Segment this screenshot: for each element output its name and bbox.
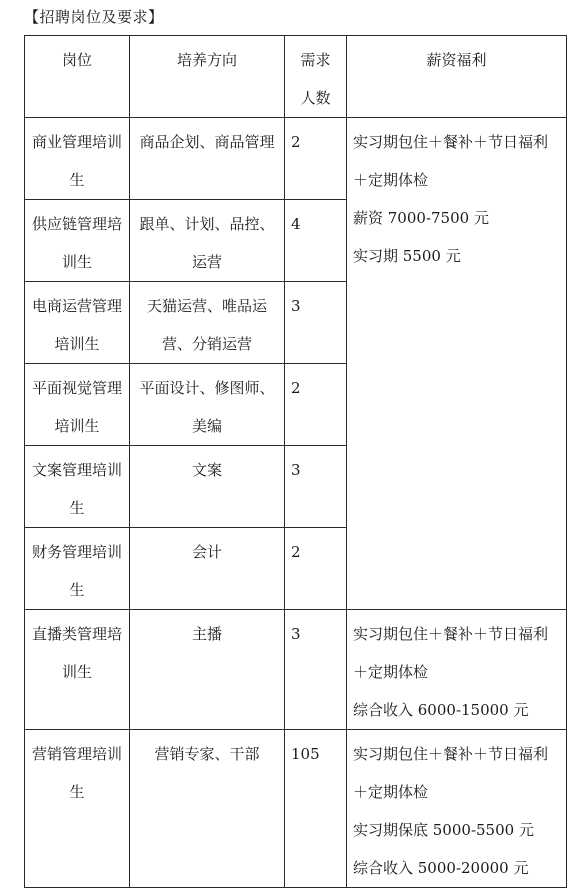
benefits-cell (347, 118, 567, 610)
direction-cell: 会计 (130, 528, 285, 610)
count-cell: 105 (285, 730, 347, 888)
position-cell: 营销管理培训生 (25, 730, 130, 888)
benefit-line: 实习期包住＋餐补＋节日福利＋定期体检 (353, 745, 549, 801)
header-count-line2: 人数 (300, 89, 331, 107)
position-cell: 直播类管理培训生 (25, 610, 130, 730)
benefit-line: 薪资 7000-7500 元 (353, 209, 489, 227)
benefit-line: 实习期保底 5000-5500 元 (353, 821, 534, 839)
table-row (25, 730, 567, 888)
recruitment-table (24, 35, 567, 888)
header-direction: 培养方向 (130, 36, 285, 118)
benefit-line: 实习期包住＋餐补＋节日福利＋定期体检 (353, 625, 549, 681)
benefit-line: 实习期 5500 元 (353, 247, 461, 265)
direction-cell: 跟单、计划、品控、运营 (130, 200, 285, 282)
benefit-line: 实习期包住＋餐补＋节日福利＋定期体检 (353, 133, 549, 189)
position-cell: 商业管理培训生 (25, 118, 130, 200)
direction-cell: 商品企划、商品管理 (130, 118, 285, 200)
position-cell: 平面视觉管理培训生 (25, 364, 130, 446)
section-heading: 【招聘岗位及要求】 (24, 8, 164, 26)
count-cell: 2 (285, 364, 347, 446)
table-row (25, 118, 567, 200)
position-cell: 文案管理培训生 (25, 446, 130, 528)
benefit-line: 综合收入 5000-20000 元 (353, 859, 529, 877)
position-cell: 财务管理培训生 (25, 528, 130, 610)
header-count-line1: 需求 (300, 51, 331, 69)
direction-cell: 文案 (130, 446, 285, 528)
count-cell: 3 (285, 610, 347, 730)
benefits-cell (347, 730, 567, 888)
table-row (25, 610, 567, 730)
count-cell: 2 (285, 118, 347, 200)
benefit-line: 综合收入 6000-15000 元 (353, 701, 529, 719)
table-header-row (25, 36, 567, 118)
position-cell: 供应链管理培训生 (25, 200, 130, 282)
header-count (285, 36, 347, 118)
count-cell: 3 (285, 446, 347, 528)
header-position: 岗位 (25, 36, 130, 118)
direction-cell: 平面设计、修图师、美编 (130, 364, 285, 446)
count-cell: 4 (285, 200, 347, 282)
direction-cell: 天猫运营、唯品运营、分销运营 (130, 282, 285, 364)
benefits-cell (347, 610, 567, 730)
count-cell: 3 (285, 282, 347, 364)
direction-cell: 营销专家、干部 (130, 730, 285, 888)
direction-cell: 主播 (130, 610, 285, 730)
position-cell: 电商运营管理培训生 (25, 282, 130, 364)
count-cell: 2 (285, 528, 347, 610)
header-benefits: 薪资福利 (347, 36, 567, 118)
